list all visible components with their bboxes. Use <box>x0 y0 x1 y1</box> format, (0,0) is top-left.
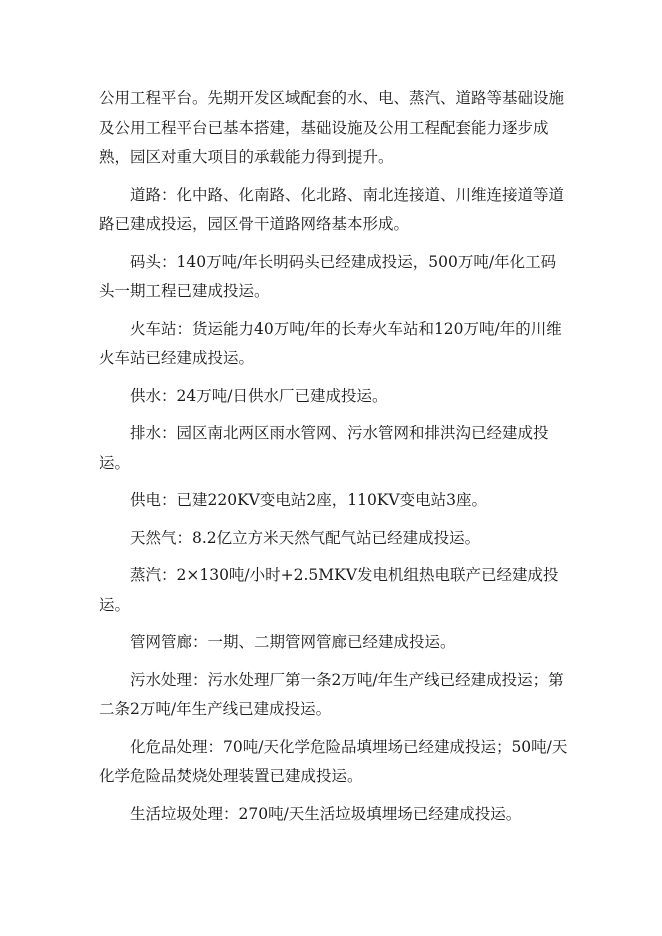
paragraph-sewage-treatment: 污水处理：污水处理厂第一条2万吨/年生产线已经建成投运；第二条2万吨/年生产线已建成投运。 <box>99 670 564 718</box>
document-body <box>99 84 569 837</box>
paragraph-intro: 公用工程平台。先期开发区域配套的水、电、蒸汽、道路等基础设施及公用工程平台已基本搭建，基础设施及公用工程配套能力逐步成熟，园区对重大项目的承载能力得到提升。 <box>99 89 565 166</box>
paragraph-hazardous-chemicals: 化危品处理：70吨/天化学危险品填埋场已经建成投运；50吨/天化学危险品焚烧处理装置已建成投运。 <box>99 737 568 785</box>
paragraph-water-supply: 供水：24万吨/日供水厂已建成投运。 <box>130 386 388 405</box>
paragraph-roads: 道路：化中路、化南路、化北路、南北连接道、川维连接道等道路已建成投运，园区骨干道路网络基本形成。 <box>99 185 565 233</box>
paragraph-docks: 码头：140万吨/年长明码头已经建成投运，500万吨/年化工码头一期工程已建成投运。 <box>99 252 557 300</box>
paragraph-pipe-corridor: 管网管廊：一期、二期管网管廊已经建成投运。 <box>130 633 456 651</box>
paragraph-household-waste: 生活垃圾处理：270吨/天生活垃圾填埋场已经建成投运。 <box>130 804 522 823</box>
paragraph-railway-station: 火车站：货运能力40万吨/年的长寿火车站和120万吨/年的川维火车站已经建成投运。 <box>99 319 562 367</box>
paragraph-power-supply: 供电：已建220KV变电站2座，110KV变电站3座。 <box>130 491 487 509</box>
paragraph-steam: 蒸汽：2×130吨/小时+2.5MKV发电机组热电联产已经建成投运。 <box>99 566 559 614</box>
paragraph-drainage: 排水：园区南北两区雨水管网、污水管网和排洪沟已经建成投运。 <box>99 424 549 472</box>
paragraph-natural-gas: 天然气：8.2亿立方米天然气配气站已经建成投运。 <box>130 528 481 547</box>
